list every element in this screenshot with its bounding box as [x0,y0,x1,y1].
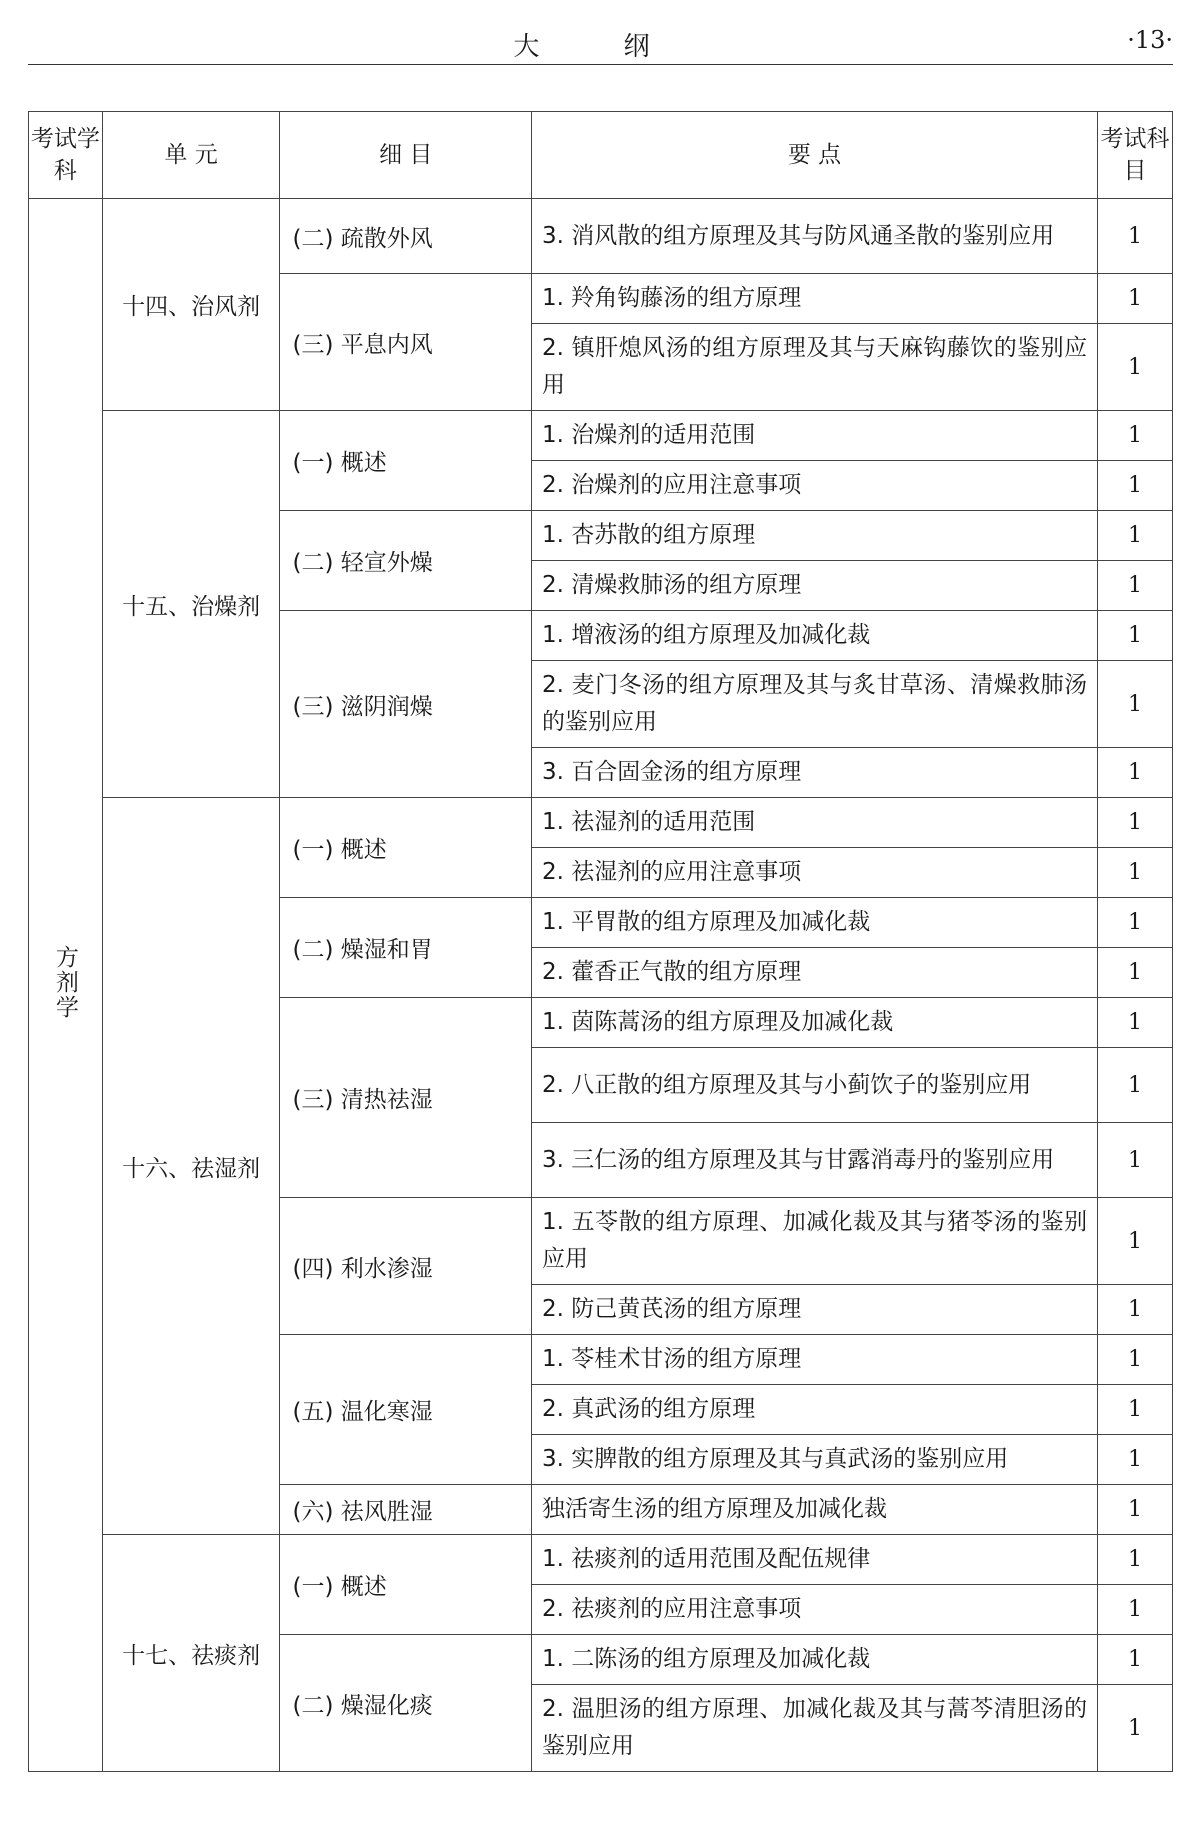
exam-code-cell: 1 [1098,561,1173,611]
point-cell: 2. 镇肝熄风汤的组方原理及其与天麻钩藤饮的鉴别应用 [531,324,1097,411]
point-cell: 1. 祛痰剂的适用范围及配伍规律 [531,1535,1097,1585]
item-cell: (二) 疏散外风 [280,199,531,274]
unit-cell: 十四、治风剂 [102,199,280,411]
syllabus-table [28,111,1173,1772]
exam-code-cell: 1 [1098,1435,1173,1485]
exam-code-cell: 1 [1098,748,1173,798]
exam-code-cell: 1 [1098,511,1173,561]
item-cell: (四) 利水渗湿 [280,1198,531,1335]
point-cell: 2. 治燥剂的应用注意事项 [531,461,1097,511]
exam-code-cell: 1 [1098,199,1173,274]
exam-code-cell: 1 [1098,1585,1173,1635]
header-unit: 单 元 [102,112,280,199]
point-cell: 2. 温胆汤的组方原理、加减化裁及其与蒿芩清胆汤的鉴别应用 [531,1685,1097,1772]
point-cell: 1. 羚角钩藤汤的组方原理 [531,274,1097,324]
point-cell: 2. 藿香正气散的组方原理 [531,948,1097,998]
exam-code-cell: 1 [1098,1485,1173,1535]
header-points: 要 点 [531,112,1097,199]
exam-code-cell: 1 [1098,1285,1173,1335]
point-cell: 2. 祛湿剂的应用注意事项 [531,848,1097,898]
unit-cell: 十七、祛痰剂 [102,1535,280,1772]
point-cell: 3. 消风散的组方原理及其与防风通圣散的鉴别应用 [531,199,1097,274]
unit-cell: 十六、祛湿剂 [102,798,280,1535]
exam-code-cell: 1 [1098,798,1173,848]
item-cell: (三) 滋阴润燥 [280,611,531,798]
exam-code-cell: 1 [1098,411,1173,461]
point-cell: 3. 实脾散的组方原理及其与真武汤的鉴别应用 [531,1435,1097,1485]
exam-code-cell: 1 [1098,1048,1173,1123]
point-cell: 1. 二陈汤的组方原理及加减化裁 [531,1635,1097,1685]
exam-code-cell: 1 [1098,1335,1173,1385]
page-header [28,0,1173,65]
point-cell: 1. 五苓散的组方原理、加减化裁及其与猪苓汤的鉴别应用 [531,1198,1097,1285]
table-row [29,199,1173,274]
point-cell: 2. 祛痰剂的应用注意事项 [531,1585,1097,1635]
point-cell: 2. 八正散的组方原理及其与小蓟饮子的鉴别应用 [531,1048,1097,1123]
page-number: ·13· [1127,26,1173,54]
header-exam: 考试科目 [1098,112,1173,199]
unit-cell: 十五、治燥剂 [102,411,280,798]
point-cell: 独活寄生汤的组方原理及加减化裁 [531,1485,1097,1535]
header-subject: 考试学科 [29,112,103,199]
item-cell: (六) 祛风胜湿 [280,1485,531,1535]
item-cell: (二) 燥湿化痰 [280,1635,531,1772]
item-cell: (五) 温化寒湿 [280,1335,531,1485]
item-cell: (二) 轻宣外燥 [280,511,531,611]
point-cell: 1. 增液汤的组方原理及加减化裁 [531,611,1097,661]
point-cell: 1. 祛湿剂的适用范围 [531,798,1097,848]
point-cell: 1. 杏苏散的组方原理 [531,511,1097,561]
exam-code-cell: 1 [1098,1385,1173,1435]
point-cell: 3. 百合固金汤的组方原理 [531,748,1097,798]
item-cell: (三) 清热祛湿 [280,998,531,1198]
table-body [29,199,1173,1772]
point-cell: 1. 茵陈蒿汤的组方原理及加减化裁 [531,998,1097,1048]
exam-code-cell: 1 [1098,661,1173,748]
item-cell: (一) 概述 [280,1535,531,1635]
item-cell: (二) 燥湿和胃 [280,898,531,998]
point-cell: 1. 苓桂术甘汤的组方原理 [531,1335,1097,1385]
exam-code-cell: 1 [1098,848,1173,898]
subject-cell [29,199,103,1772]
exam-code-cell: 1 [1098,611,1173,661]
item-cell: (一) 概述 [280,411,531,511]
exam-code-cell: 1 [1098,998,1173,1048]
exam-code-cell: 1 [1098,1635,1173,1685]
point-cell: 2. 真武汤的组方原理 [531,1385,1097,1435]
exam-code-cell: 1 [1098,948,1173,998]
exam-code-cell: 1 [1098,461,1173,511]
point-cell: 3. 三仁汤的组方原理及其与甘露消毒丹的鉴别应用 [531,1123,1097,1198]
exam-code-cell: 1 [1098,1685,1173,1772]
exam-code-cell: 1 [1098,1123,1173,1198]
point-cell: 2. 清燥救肺汤的组方原理 [531,561,1097,611]
exam-code-cell: 1 [1098,898,1173,948]
point-cell: 2. 麦门冬汤的组方原理及其与炙甘草汤、清燥救肺汤的鉴别应用 [531,661,1097,748]
header-item: 细 目 [280,112,531,199]
exam-code-cell: 1 [1098,1198,1173,1285]
table-header-row [29,112,1173,199]
table-row [29,1535,1173,1585]
exam-code-cell: 1 [1098,1535,1173,1585]
table-row [29,798,1173,848]
subject-label: 方剂学 [51,944,78,1020]
exam-code-cell: 1 [1098,274,1173,324]
exam-code-cell: 1 [1098,324,1173,411]
point-cell: 2. 防己黄芪汤的组方原理 [531,1285,1097,1335]
point-cell: 1. 平胃散的组方原理及加减化裁 [531,898,1097,948]
point-cell: 1. 治燥剂的适用范围 [531,411,1097,461]
item-cell: (三) 平息内风 [280,274,531,411]
table-row [29,411,1173,461]
header-title: 大 纲 [513,32,688,62]
item-cell: (一) 概述 [280,798,531,898]
